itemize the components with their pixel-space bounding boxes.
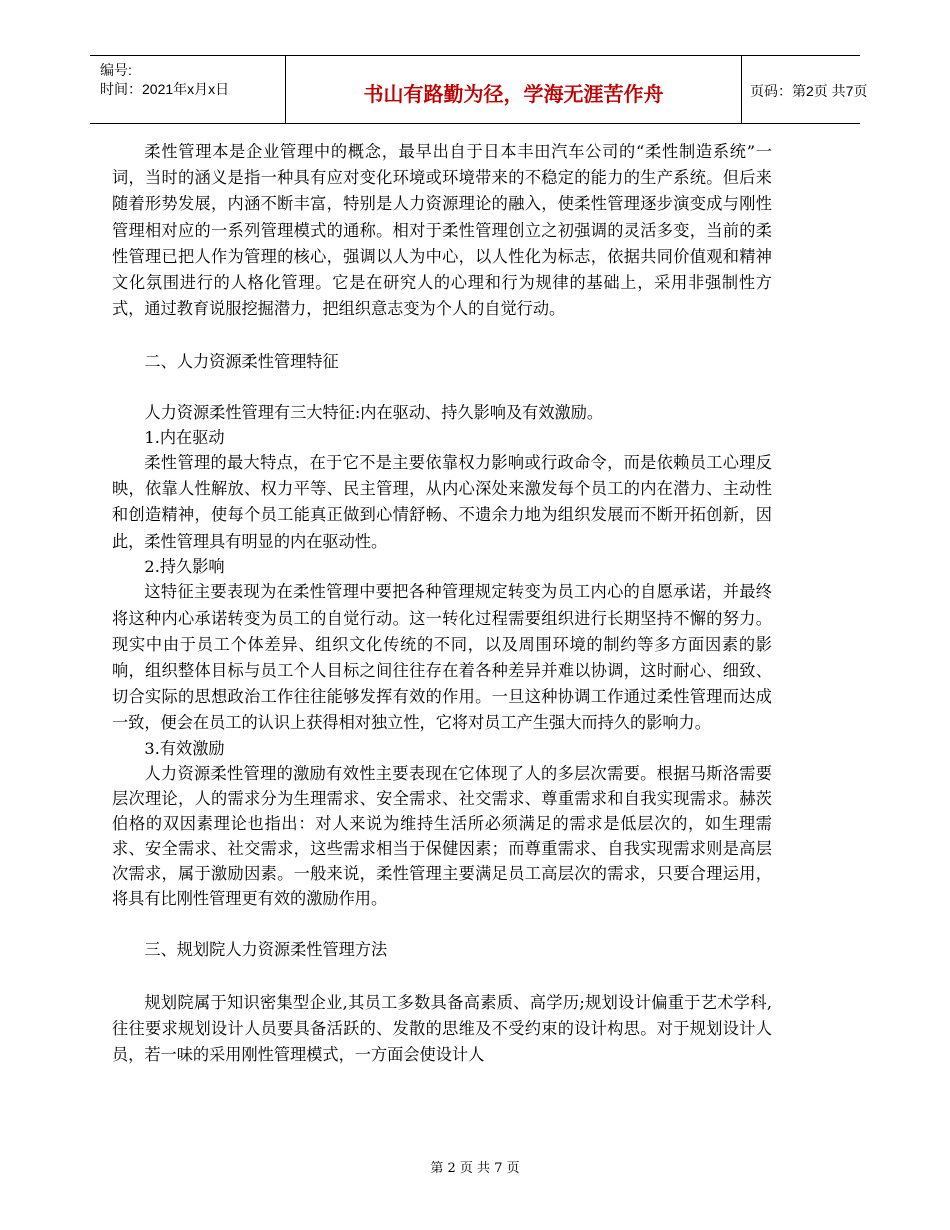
- section-heading-features: 二、人力资源柔性管理特征: [144, 351, 339, 371]
- document-time-label: 时间：2021年x月x日: [100, 81, 230, 97]
- header-page-info: 页码：第2页 共7页: [750, 83, 868, 99]
- subheading-internal-drive: 1.内在驱动: [144, 427, 225, 447]
- subheading-effective-incentive: 3.有效激励: [144, 738, 225, 758]
- paragraph-effective-incentive: 人力资源柔性管理的激励有效性主要表现在它体现了人的多层次需要。根据马斯洛需要层次理论，人的需求分为生理需求、安全需求、社交需求、尊重需求和自我实现需求。赫茨伯格的双因素理论也指出：对人来说为维持生活所必须满足的需求是低层次的，如生理需求、安全需求、社交需求，这些需求相当于保健因素；而尊重需求、自我实现需求则是高层次需求，属于激励因素。一般来说，柔性管理主要满足员工高层次的需求，只要合理运用，将具有比刚性管理更有效的激励作用。: [112, 764, 772, 909]
- header-motto: 书山有路勤为径，学海无涯苦作舟: [363, 82, 664, 106]
- paragraph-planning-institute: 规划院属于知识密集型企业,其员工多数具备高素质、高学历;规划设计偏重于艺术学科,往往要求规划设计人员要具备活跃的、发散的思维及不受约束的设计构思。对于规划设计人员，若一味的采用刚性管理模式，一方面会使设计人: [112, 992, 772, 1065]
- subheading-lasting-influence: 2.持久影响: [144, 556, 225, 576]
- document-number-label: 编号:: [100, 62, 132, 78]
- page-footer: 第 2 页 共 7 页: [430, 1161, 520, 1176]
- paragraph-three-features: 人力资源柔性管理有三大特征:内在驱动、持久影响及有效激励。: [144, 403, 604, 422]
- paragraph-internal-drive: 柔性管理的最大特点，在于它不是主要依靠权力影响或行政命令，而是依赖员工心理反映，依靠人性解放、权力平等、民主管理，从内心深处来激发每个员工的内在潜力、主动性和创造精神，使每个员工能真正做到心情舒畅、不遗余力地为组织发展而不断开拓创新，因此，柔性管理具有明显的内在驱动性。: [112, 453, 772, 551]
- header-motto-cell: [285, 56, 742, 123]
- paragraph-flexible-management-intro: 柔性管理本是企业管理中的概念，最早出自于日本丰田汽车公司的“柔性制造系统”一词，当时的涵义是指一种具有应对变化环境或环境带来的不稳定的能力的生产系统。但后来随着形势发展，内涵不断丰富，特别是人力资源理论的融入，使柔性管理逐步演变成与刚性管理相对应的一系列管理模式的通称。相对于柔性管理创立之初强调的灵活多变，当前的柔性管理已把人作为管理的核心，强调以人为中心，以人性化为标志，依据共同价值观和精神文化氛围进行的人格化管理。它是在研究人的心理和行为规律的基础上，采用非强制性方式，通过教育说服挖掘潜力，把组织意志变为个人的自觉行动。: [112, 142, 772, 319]
- paragraph-lasting-influence: 这特征主要表现为在柔性管理中要把各种管理规定转变为员工内心的自愿承诺，并最终将这种内心承诺转变为员工的自觉行动。这一转化过程需要组织进行长期坚持不懈的努力。现实中由于员工个体差异、组织文化传统的不同，以及周围环境的制约等多方面因素的影响，组织整体目标与员工个人目标之间往往存在着各种差异并难以协调，这时耐心、细致、切合实际的思想政治工作往往能够发挥有效的作用。一旦这种协调工作通过柔性管理而达成一致，便会在员工的认识上获得相对独立性，它将对员工产生强大而持久的影响力。: [112, 582, 772, 733]
- section-heading-methods: 三、规划院人力资源柔性管理方法: [144, 940, 388, 960]
- header-meta: [90, 56, 285, 123]
- page-header: [90, 55, 868, 124]
- header-page-cell: [740, 56, 868, 123]
- document-body: [112, 139, 772, 1068]
